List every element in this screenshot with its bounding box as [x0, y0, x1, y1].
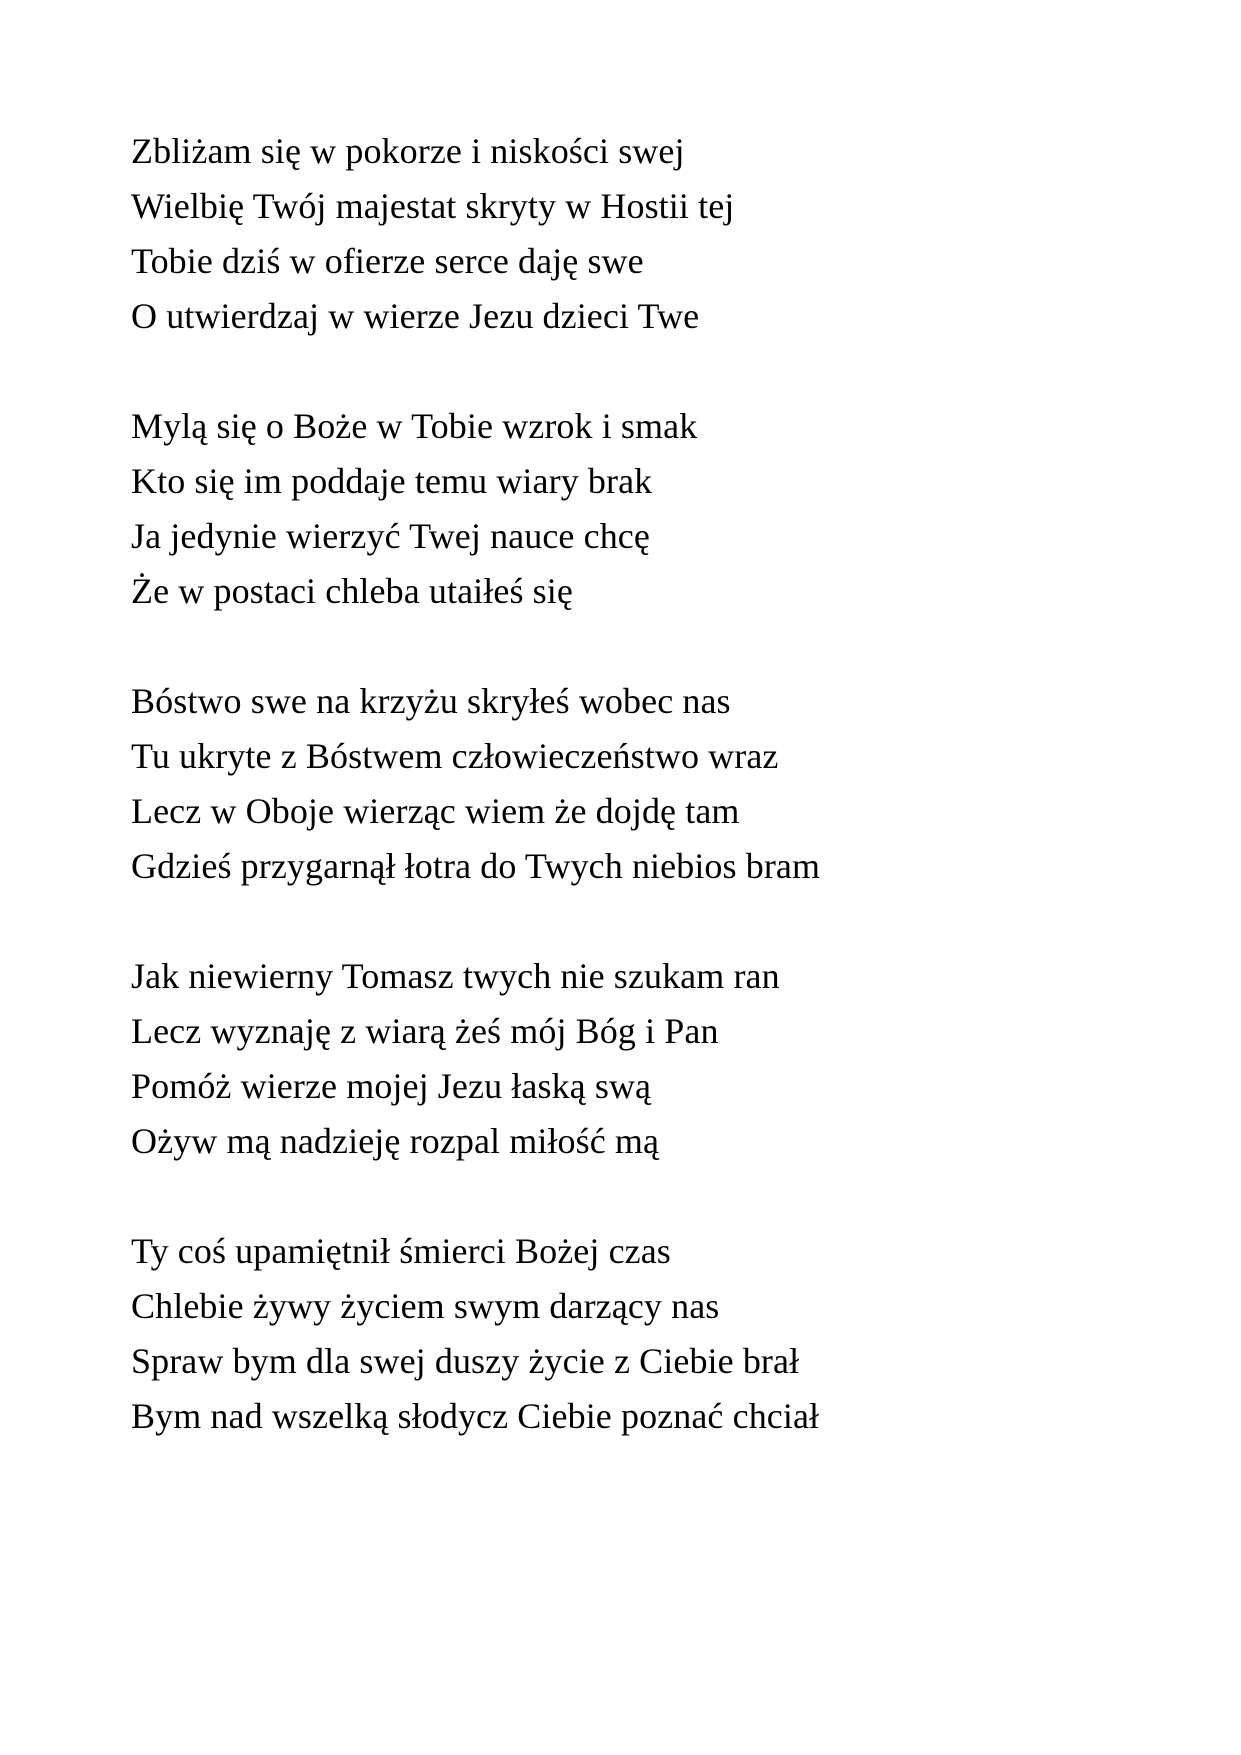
poem-line: Zbliżam się w pokorze i niskości swej — [131, 131, 685, 171]
poem-line: Kto się im poddaje temu wiary brak — [131, 461, 653, 501]
poem-line: Że w postaci chleba utaiłeś się — [131, 571, 573, 611]
poem-line: Gdzieś przygarnął łotra do Twych niebios bram — [131, 846, 821, 886]
poem-line: Mylą się o Boże w Tobie wzrok i smak — [131, 406, 698, 446]
poem-line: Chlebie żywy życiem swym darzący nas — [131, 1286, 720, 1326]
poem-line: Tobie dziś w ofierze serce daję swe — [131, 241, 644, 281]
poem-line: Bóstwo swe na krzyżu skryłeś wobec nas — [131, 681, 731, 721]
poem-line: O utwierdzaj w wierze Jezu dzieci Twe — [131, 296, 700, 336]
poem-line: Tu ukryte z Bóstwem człowieczeństwo wraz — [131, 736, 779, 776]
stanza-1 — [131, 124, 1111, 344]
stanza-2 — [131, 399, 1111, 619]
poem-line: Jak niewierny Tomasz twych nie szukam ran — [131, 956, 780, 996]
poem-line: Lecz w Oboje wierząc wiem że dojdę tam — [131, 791, 740, 831]
stanza-5 — [131, 1224, 1111, 1444]
poem-line: Ja jedynie wierzyć Twej nauce chcę — [131, 516, 650, 556]
poem-line: Bym nad wszelką słodycz Ciebie poznać chciał — [131, 1396, 820, 1436]
poem-line: Pomóż wierze mojej Jezu łaską swą — [131, 1066, 652, 1106]
poem-line: Lecz wyznaję z wiarą żeś mój Bóg i Pan — [131, 1011, 719, 1051]
stanza-4 — [131, 949, 1111, 1169]
poem-line: Wielbię Twój majestat skryty w Hostii tej — [131, 186, 735, 226]
stanza-3 — [131, 674, 1111, 894]
poem-line: Ożyw mą nadzieję rozpal miłość mą — [131, 1121, 660, 1161]
poem-line: Ty coś upamiętnił śmierci Bożej czas — [131, 1231, 671, 1271]
poem-body — [131, 124, 1111, 1444]
poem-line: Spraw bym dla swej duszy życie z Ciebie brał — [131, 1341, 800, 1381]
